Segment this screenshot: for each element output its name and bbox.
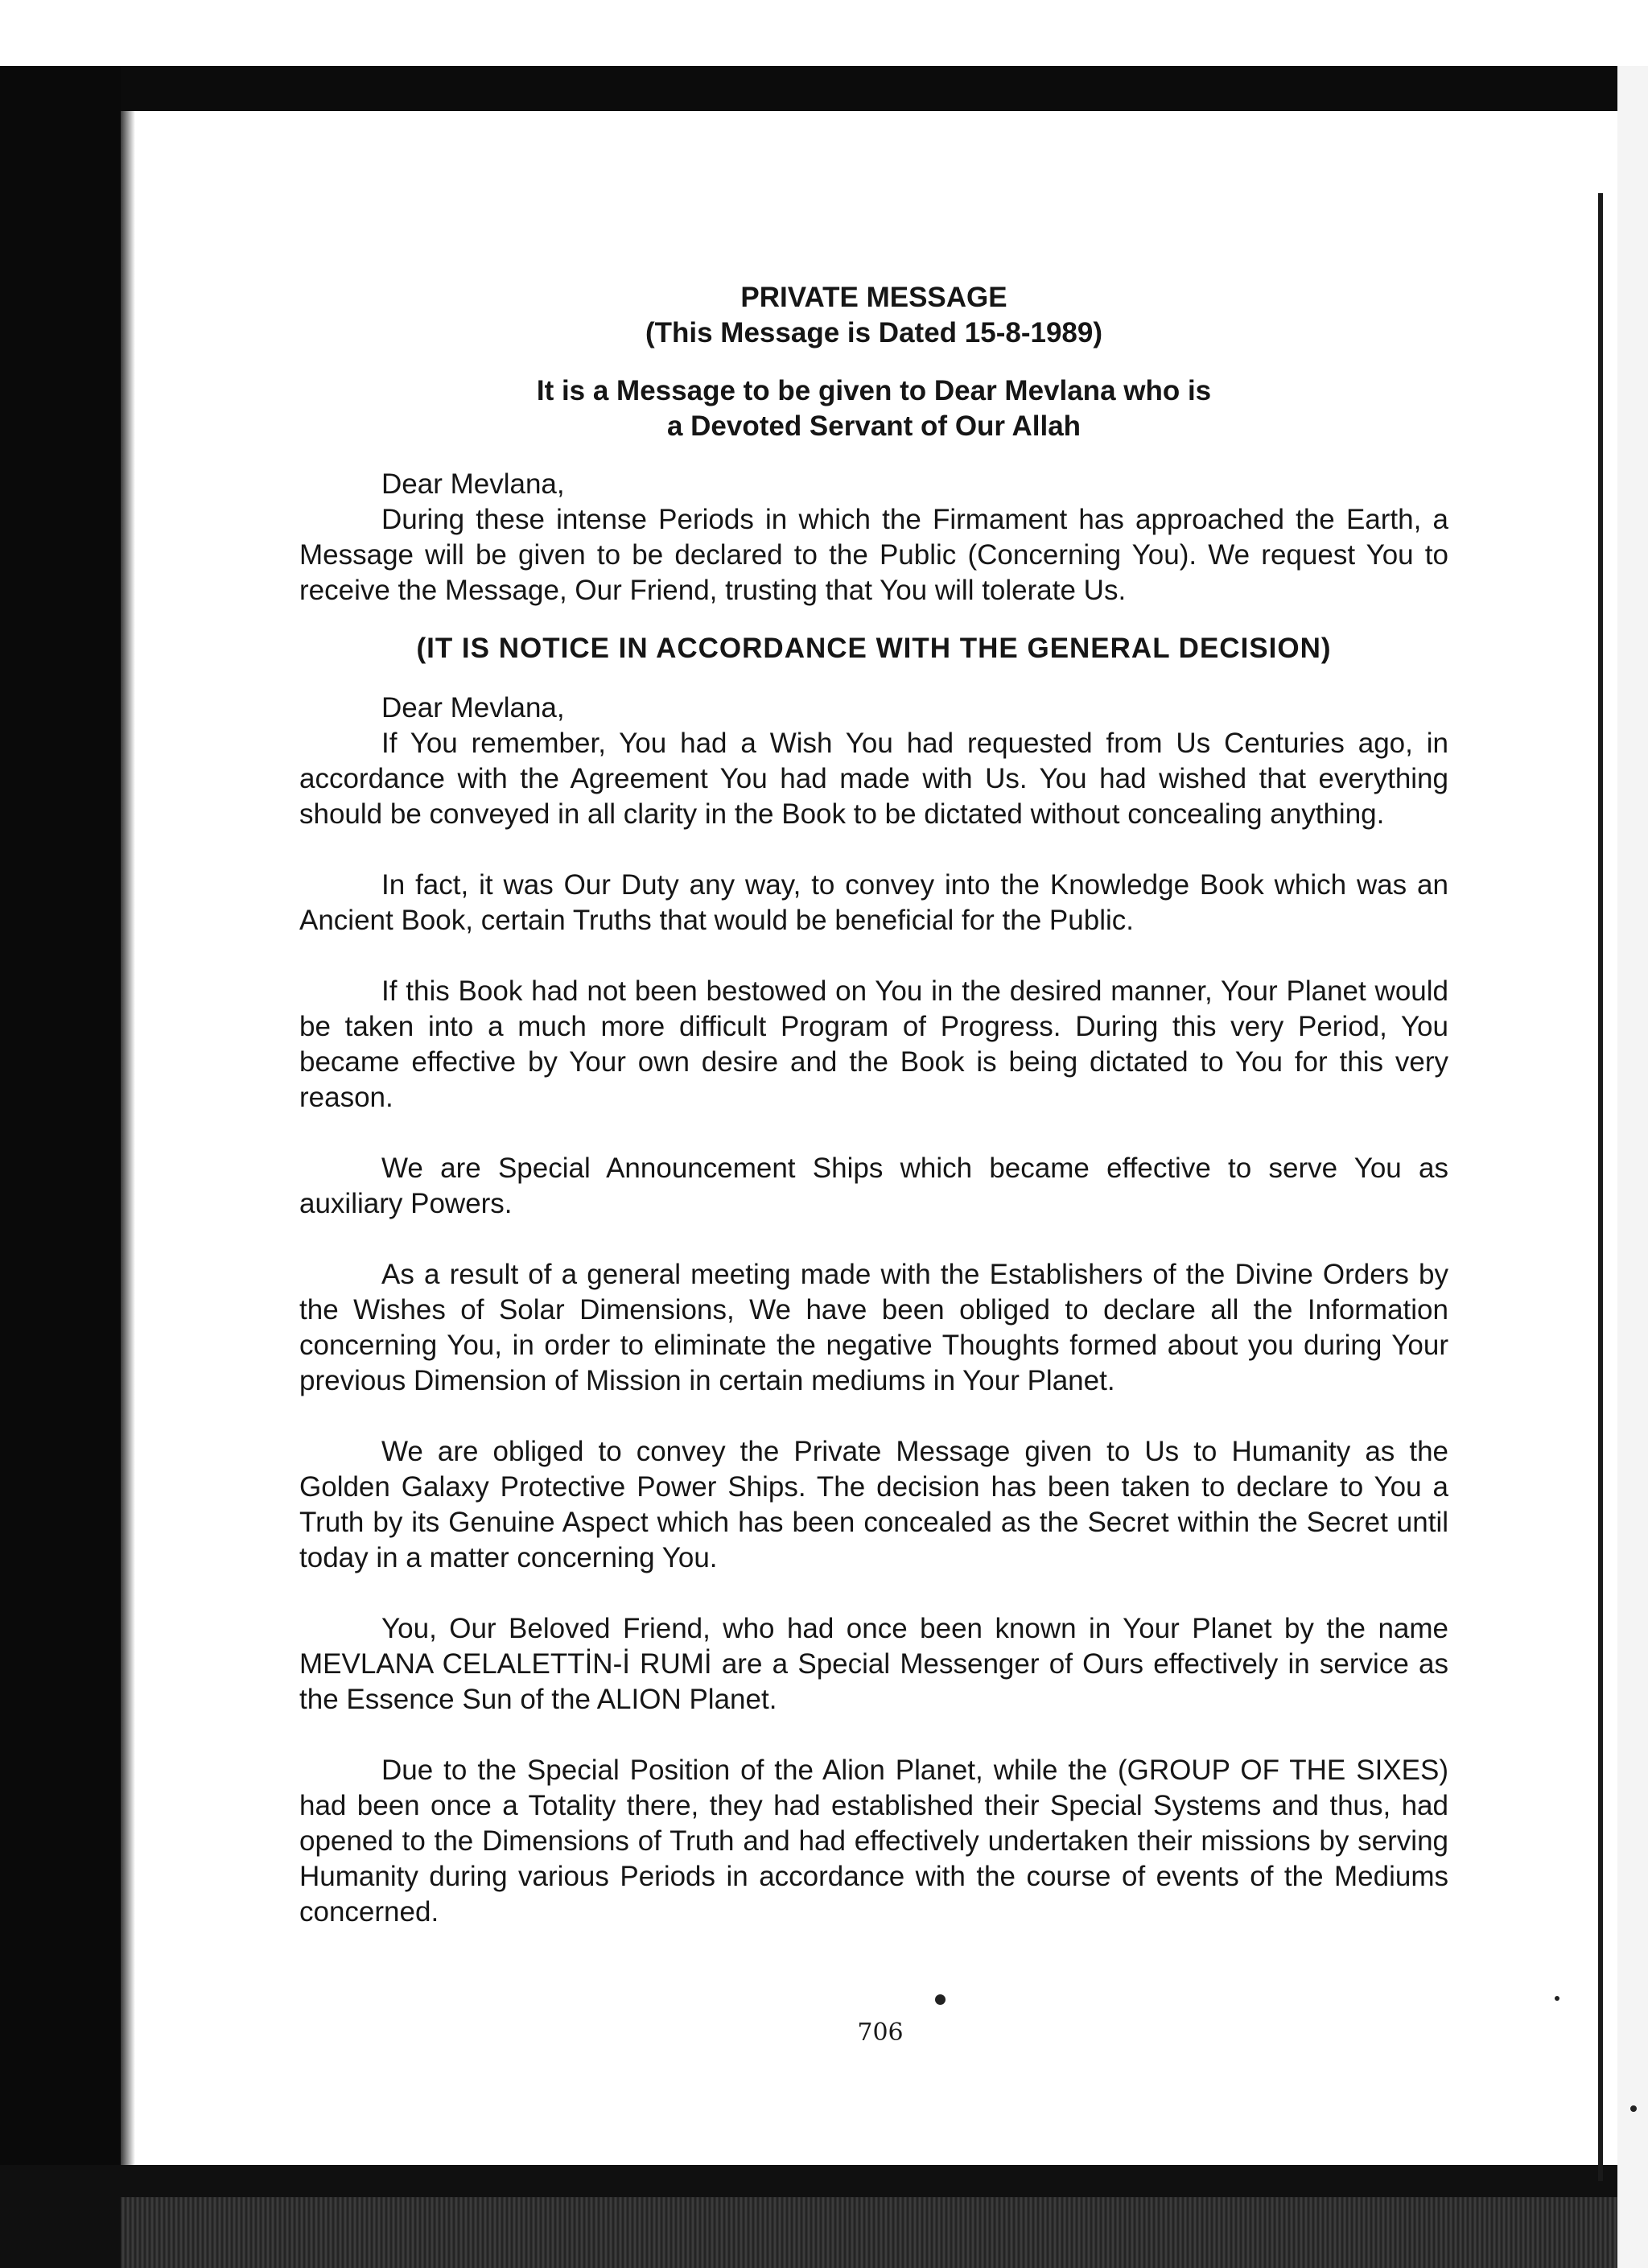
body-paragraph-4: We are Special Announcement Ships which became effective to serve You as auxiliary Powers. [299,1153,1448,1219]
body-paragraph-3: If this Book had not been bestowed on You in the desired manner, Your Planet would be taken into a much more difficult Program of Progress. During this very Period, You became effective by Your own desire and the Book is being dictated to You for this very reason. [299,975,1448,1113]
body-paragraph-7: You, Our Beloved Friend, who had once been known in Your Planet by the name MEVLANA CELALETTİN-İ RUMİ are a Special Messenger of Ours effectively in service as the Essence Sun of the ALION Planet. [299,1613,1448,1715]
body-paragraph-5: As a result of a general meeting made with the Establishers of the Divine Orders by the Wishes of Solar Dimensions, We have been obliged to declare all the Information concerning You, in order to eliminate the negative Thoughts formed about you during Your previous Dimension of Mission in certain mediums in Your Planet. [299,1259,1448,1396]
message-date: (This Message is Dated 15-8-1989) [645,317,1102,348]
page-edge-line [1598,193,1603,2181]
scan-streaks-bottom [121,2197,1648,2268]
subtitle-line-1: It is a Message to be given to Dear Mevlana who is [536,375,1212,406]
scan-border-top [0,66,1648,111]
body-paragraph-6: We are obliged to convey the Private Message given to Us to Humanity as the Golden Galaxy Protective Power Ships. The decision has been taken to declare to You a Truth by its Genuine Aspect which has been concealed as the Secret within the Secret until today in a matter concerning You. [299,1436,1448,1573]
body-paragraph-1: If You remember, You had a Wish You had requested from Us Centuries ago, in accordance with the Agreement You had made with Us. You had wished that everything should be conveyed in all clarity in the Book to be dictated without concealing anything. [299,728,1448,830]
scan-border-left [0,66,121,2268]
notice-heading: (IT IS NOTICE IN ACCORDANCE WITH THE GENERAL DECISION) [416,633,1332,664]
scan-speck [1555,1996,1559,2001]
intro-salutation: Dear Mevlana, [381,468,565,500]
intro-paragraph: During these intense Periods in which the Firmament has approached the Earth, a Message will be given to be declared to the Public (Concerning You). We request You to receive the Message, Our Friend, trusting that You will tolerate Us. [299,504,1448,606]
body-paragraph-8: Due to the Special Position of the Alion Planet, while the (GROUP OF THE SIXES) had been once a Totality there, they had established their Special Systems and thus, had opened to the Dimensions of Truth and had effectively undertaken their missions by serving Humanity during various Periods in accordance with the course of events of the Mediums concerned. [299,1755,1448,1928]
scan-speck [935,1994,946,2005]
scan-speck [1630,2105,1637,2112]
body-paragraph-2: In fact, it was Our Duty any way, to convey into the Knowledge Book which was an Ancient Book, certain Truths that would be beneficial for the Public. [299,869,1448,936]
page-number: 706 [857,2019,904,2047]
subtitle-line-2: a Devoted Servant of Our Allah [666,410,1082,442]
document-page [299,280,1448,1930]
page-title: PRIVATE MESSAGE [740,282,1007,313]
body-salutation: Dear Mevlana, [381,692,565,724]
scan-margin-right [1617,66,1648,2268]
scan-shadow-left [121,111,135,2188]
